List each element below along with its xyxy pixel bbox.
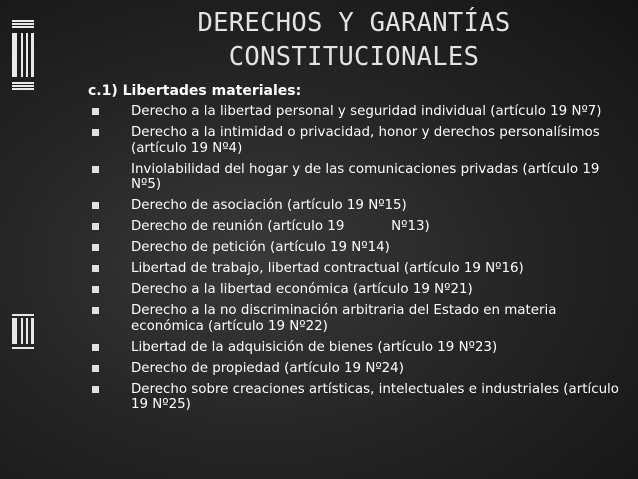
list-item-label: Derecho a la libertad económica (artículo 19 Nº21) (131, 282, 473, 298)
list-item (88, 125, 628, 156)
list-item (88, 104, 628, 120)
list-item-label: Derecho de asociación (artículo 19 Nº15) (131, 198, 407, 214)
square-bullet-icon (92, 286, 99, 293)
list-item-label: Derecho sobre creaciones artísticas, intelectuales e industriales (artículo 19 Nº25) (131, 381, 619, 413)
square-bullet-icon (92, 365, 99, 372)
square-bullet-icon (92, 265, 99, 272)
list-item-label: Derecho de reunión (artículo 19 Nº13) (131, 219, 430, 235)
list-item (88, 261, 628, 277)
square-bullet-icon (92, 307, 99, 314)
list-item (88, 340, 628, 356)
square-bullet-icon (92, 129, 99, 136)
slide-title-line-1: DERECHOS Y GARANTÍAS (197, 8, 511, 38)
slide-title-line-2: CONSTITUCIONALES (228, 42, 480, 72)
list-item (88, 219, 628, 235)
square-bullet-icon (92, 344, 99, 351)
list-item-label: Derecho a la no discriminación arbitraria del Estado en materia económica (artículo 19 Nº22) (131, 303, 557, 334)
list-item-label: Derecho a la libertad personal y seguridad individual (artículo 19 Nº7) (131, 104, 602, 119)
square-bullet-icon (92, 202, 99, 209)
slide-title (80, 6, 628, 74)
list-item-label: Derecho de petición (artículo 19 Nº14) (131, 240, 390, 256)
section-heading: c.1) Libertades materiales: (88, 83, 302, 99)
rights-list (88, 104, 628, 418)
list-item (88, 198, 628, 214)
list-item (88, 303, 628, 334)
list-item (88, 282, 628, 298)
list-item (88, 361, 628, 377)
list-item (88, 382, 628, 413)
list-item-label: Inviolabilidad del hogar y de las comunicaciones privadas (artículo 19 Nº5) (131, 161, 600, 193)
list-item (88, 240, 628, 256)
list-item-label: Libertad de la adquisición de bienes (artículo 19 Nº23) (131, 339, 498, 355)
square-bullet-icon (92, 166, 99, 173)
square-bullet-icon (92, 108, 99, 115)
list-item-label: Libertad de trabajo, libertad contractual (artículo 19 Nº16) (131, 261, 524, 277)
square-bullet-icon (92, 223, 99, 230)
square-bullet-icon (92, 386, 99, 393)
list-item-label: Derecho a la intimidad o privacidad, honor y derechos personalísimos (artículo 19 Nº4) (131, 124, 600, 156)
square-bullet-icon (92, 244, 99, 251)
list-item (88, 162, 628, 193)
list-item-label: Derecho de propiedad (artículo 19 Nº24) (131, 360, 404, 376)
